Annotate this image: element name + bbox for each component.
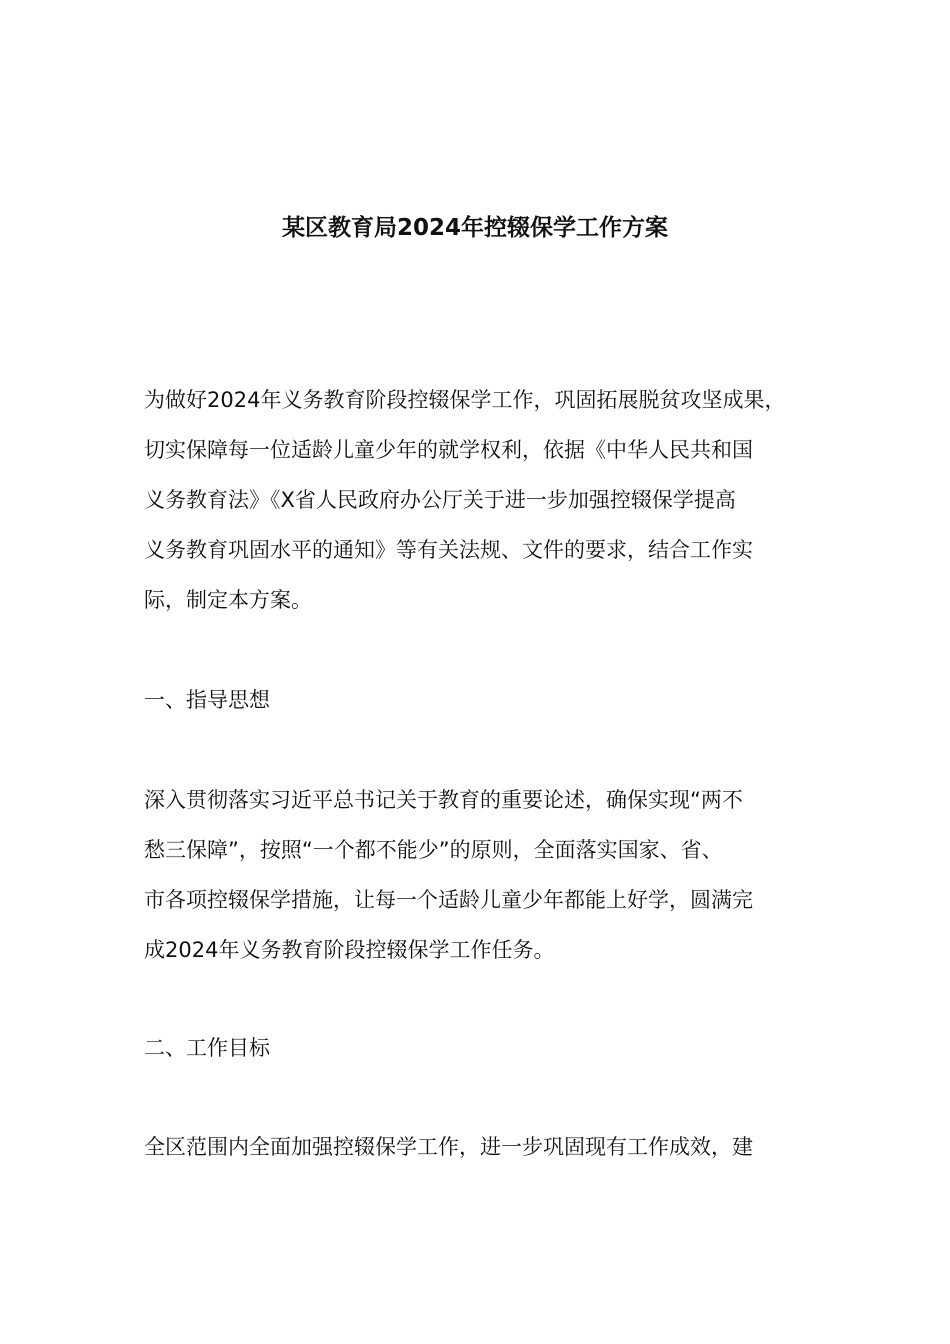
intro-line-3: 义务教育法》《X省人民政府办公厅关于进一步加强控辍保学提高 [144,488,736,512]
intro-line-1: 为做好2024年义务教育阶段控辍保学工作，巩固拓展脱贫攻坚成果， [144,388,786,412]
intro-line-2: 切实保障每一位适龄儿童少年的就学权利，依据《中华人民共和国 [144,438,753,462]
section-1-line-1: 深入贯彻落实习近平总书记关于教育的重要论述，确保实现“两不 [144,788,743,812]
section-2-line-1: 全区范围内全面加强控辍保学工作，进一步巩固现有工作成效，建 [144,1135,753,1159]
work-goals-paragraph [144,1122,824,1172]
section-1-line-3: 市各项控辍保学措施，让每一个适龄儿童少年都能上好学，圆满完 [144,888,753,912]
intro-paragraph [144,375,824,625]
section-1-heading: 一、指导思想 [144,688,270,712]
section-1-line-2: 愁三保障”，按照“一个都不能少”的原则，全面落实国家、省、 [144,838,723,862]
section-2-heading: 二、工作目标 [144,1036,270,1060]
section-heading-guiding-thought [144,675,824,725]
intro-line-4: 义务教育巩固水平的通知》等有关法规、文件的要求，结合工作实 [144,538,753,562]
section-heading-work-goals [144,1023,824,1073]
section-1-line-4: 成2024年义务教育阶段控辍保学工作任务。 [144,938,555,962]
intro-line-5: 际，制定本方案。 [144,588,312,612]
document-title: 某区教育局2024年控辍保学工作方案 [281,215,668,241]
guiding-thought-paragraph [144,775,824,975]
